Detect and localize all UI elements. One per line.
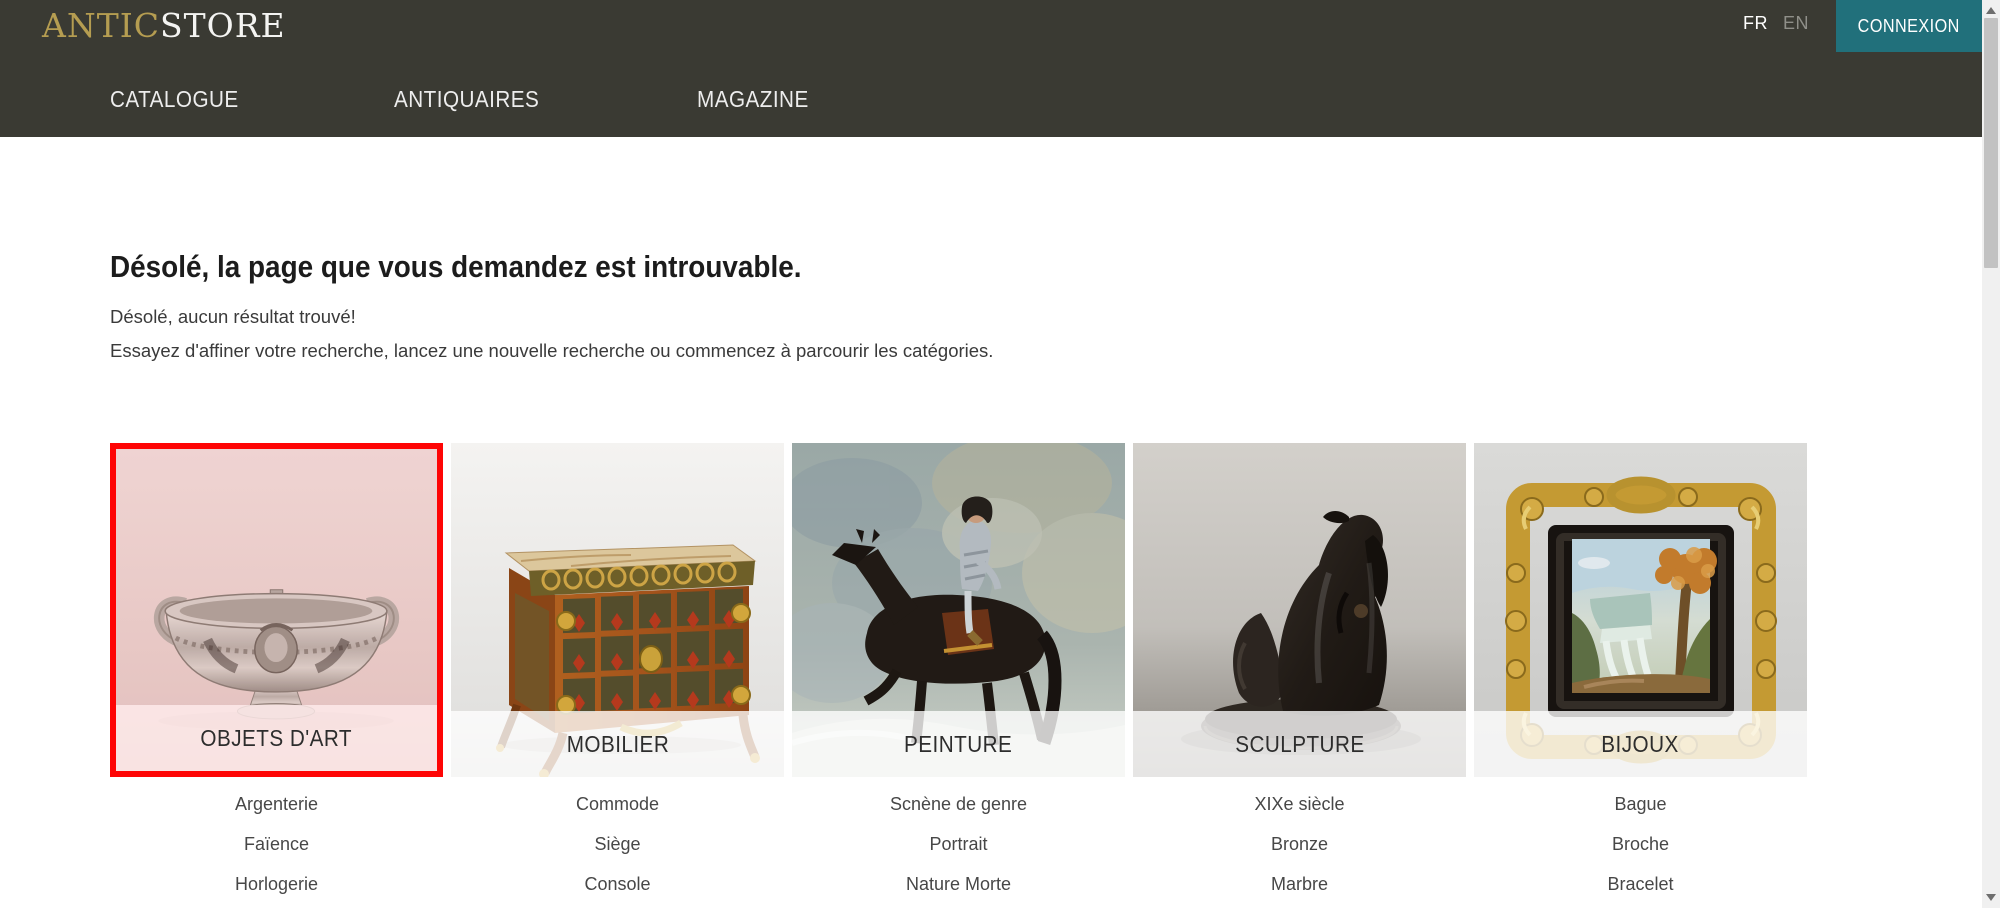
sublinks-bijoux [1474, 792, 1807, 908]
scrollbar-up-arrow-icon[interactable] [1986, 7, 1996, 14]
sublink-bracelet[interactable]: Bracelet [1607, 874, 1674, 894]
sublink-horlogerie[interactable]: Horlogerie [234, 874, 319, 894]
category-sublinks-row [110, 792, 1807, 908]
sublink-argenterie[interactable]: Argenterie [234, 794, 319, 814]
category-label: BIJOUX [1601, 730, 1680, 757]
nav-catalogue[interactable]: CATALOGUE [110, 86, 239, 112]
category-label-band [451, 711, 784, 777]
sublink-faience[interactable]: Faïence [243, 834, 310, 854]
sublinks-peinture [792, 792, 1125, 908]
sublink-commode[interactable]: Commode [575, 794, 660, 814]
sublink-marbre[interactable]: Marbre [1270, 874, 1328, 894]
sublink-bague[interactable]: Bague [1614, 794, 1667, 814]
category-label-band [1474, 711, 1807, 777]
no-result-message: Désolé, aucun résultat trouvé! [110, 306, 356, 327]
scrollbar-thumb[interactable] [1984, 18, 1998, 268]
category-card-objets-dart[interactable] [110, 443, 443, 777]
logo-part-antic: ANTIC [42, 6, 161, 45]
sublink-siege[interactable]: Siège [594, 834, 641, 854]
sublink-nature-morte[interactable]: Nature Morte [905, 874, 1012, 894]
category-label: SCULPTURE [1234, 730, 1365, 757]
sublink-portrait[interactable]: Portrait [929, 834, 988, 854]
nav-magazine[interactable]: MAGAZINE [697, 86, 809, 112]
connexion-button[interactable] [1836, 0, 1982, 52]
page-title: Désolé, la page que vous demandez est introuvable. [110, 249, 802, 284]
sublinks-objets-dart [110, 792, 443, 908]
sublink-scene-de-genre[interactable]: Scnène de genre [889, 794, 1028, 814]
vertical-scrollbar [1982, 0, 2000, 908]
language-en[interactable]: EN [1783, 13, 1810, 33]
category-label: OBJETS D'ART [200, 724, 353, 751]
search-hint-message: Essayez d'affiner votre recherche, lancez une nouvelle recherche ou commencez à parcourir les catégories. [110, 340, 994, 361]
category-label: MOBILIER [566, 730, 669, 757]
scrollbar-down-arrow-icon[interactable] [1986, 894, 1996, 901]
category-label-band [1133, 711, 1466, 777]
sublinks-mobilier [451, 792, 784, 908]
sublink-broche[interactable]: Broche [1611, 834, 1670, 854]
category-card-sculpture[interactable] [1133, 443, 1466, 777]
nav-antiquaires[interactable]: ANTIQUAIRES [394, 86, 540, 112]
site-logo[interactable] [42, 6, 286, 45]
category-card-bijoux[interactable] [1474, 443, 1807, 777]
sublink-xixe-siecle[interactable]: XIXe siècle [1254, 794, 1345, 814]
sublink-console[interactable]: Console [584, 874, 651, 894]
category-label-band [116, 705, 437, 771]
language-fr[interactable]: FR [1743, 13, 1768, 33]
connexion-label: CONNEXION [1857, 15, 1961, 36]
logo-part-store: STORE [160, 6, 286, 45]
sublinks-sculpture [1133, 792, 1466, 908]
category-label: PEINTURE [904, 730, 1013, 757]
category-card-peinture[interactable] [792, 443, 1125, 777]
sublink-bronze[interactable]: Bronze [1270, 834, 1329, 854]
category-label-band [792, 711, 1125, 777]
category-cards-row [110, 443, 1807, 777]
site-header [0, 0, 1982, 137]
category-card-mobilier[interactable] [451, 443, 784, 777]
